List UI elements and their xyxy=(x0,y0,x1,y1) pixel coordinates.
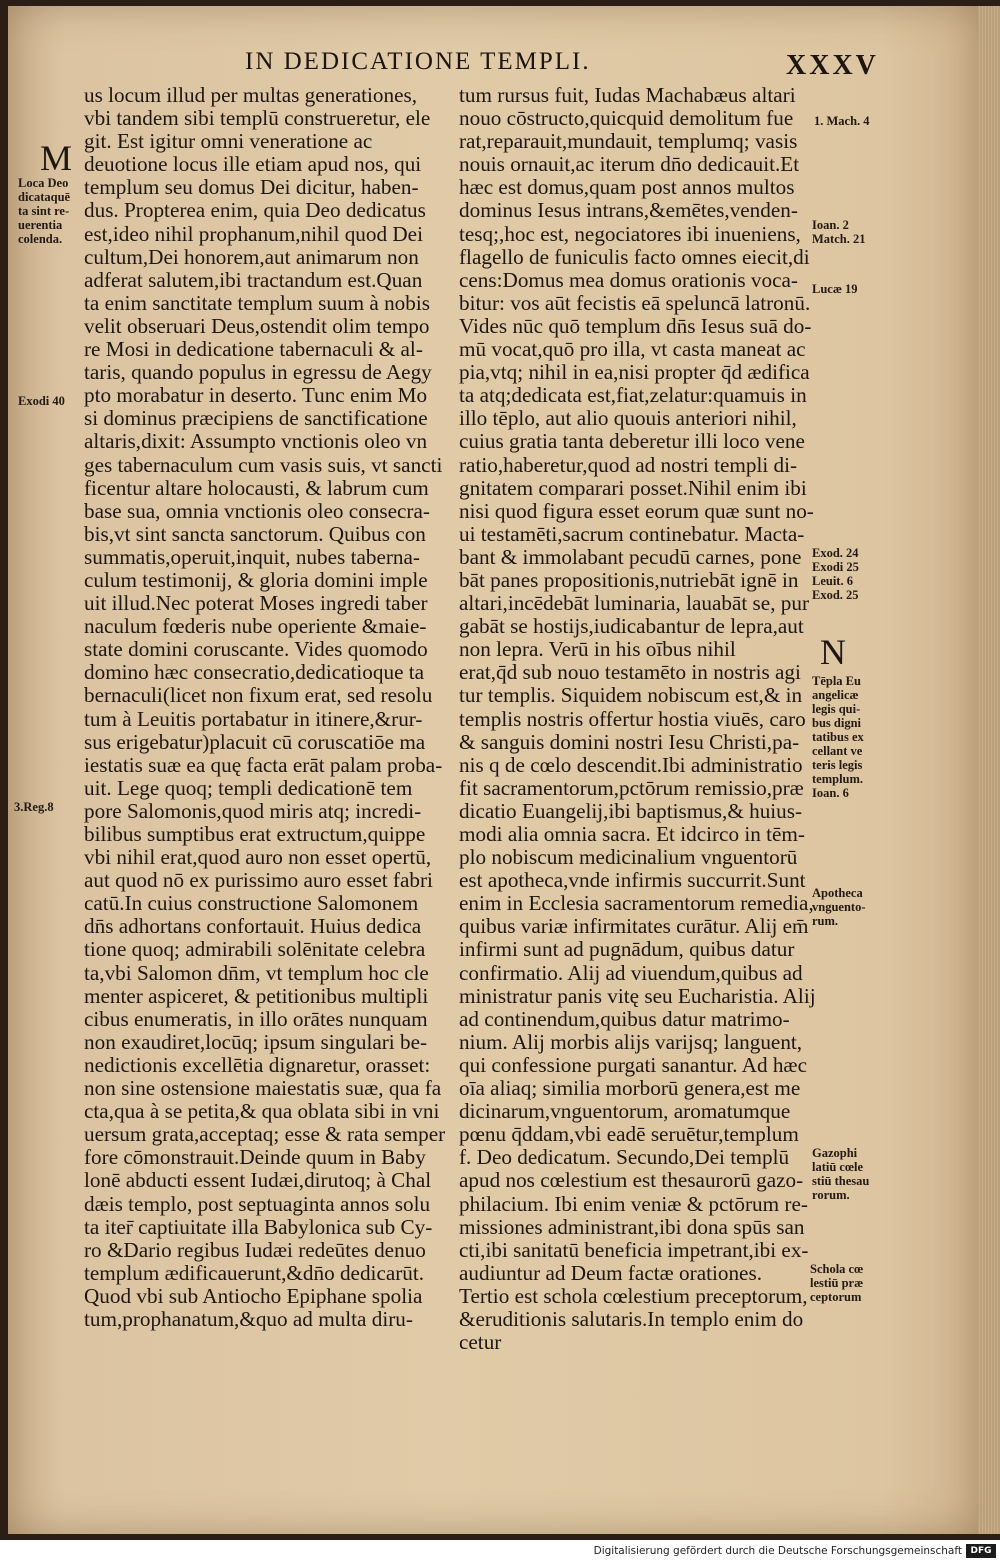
text-line: ta enim sanctitate templum suum à nobis xyxy=(84,290,430,315)
text-line: bant & immolabant pecudū carnes, pone xyxy=(459,544,802,569)
margin-note-line: ceptorum xyxy=(810,1290,862,1304)
text-line: nisi quod figura esset eorum quæ sunt no- xyxy=(459,498,814,523)
text-line: taris, quando populus in egressu de Aegy xyxy=(84,360,432,385)
folio-number: XXXV xyxy=(786,50,879,81)
text-line: naculum fœderis nube operiente &maie- xyxy=(84,614,427,639)
text-line: nouis ornauit,ac iterum dn̄o dedicauit.Et xyxy=(459,152,800,177)
margin-note-line: Exod. 25 xyxy=(812,588,859,602)
margin-note-line: uerentia xyxy=(18,218,63,232)
text-line: flagello de funiculis facto omnes eiecit,di xyxy=(459,244,810,269)
text-line: lonē abducti essent Iudæi,dirutoq; à Chal xyxy=(84,1168,432,1193)
text-line: bitur: vos aūt fecistis eā speluncā latronū. xyxy=(459,290,811,315)
margin-note-line: latiū cœle xyxy=(812,1160,864,1174)
margin-note-line: legis qui- xyxy=(812,702,861,716)
margin-note-line: Tēpla Eu xyxy=(812,674,861,688)
margin-note-schola xyxy=(810,1262,863,1304)
text-line: vbi tandem sibi templū construeretur, ele xyxy=(84,106,431,131)
text-line: est,ideo nihil prophanum,nihil quod Dei xyxy=(84,221,423,246)
text-line: culum testimonij, & gloria domini imple xyxy=(84,567,428,592)
text-line: bilibus sumptibus erat extructum,quippe xyxy=(84,822,426,846)
text-line: ministratur panis vitę seu Eucharistia. Alij xyxy=(459,983,816,1008)
text-line: uersum grata,acceptaq; esse & rata semper xyxy=(84,1122,446,1147)
text-line: nedictionis excellētia dignaretur, orasset: xyxy=(84,1052,431,1077)
text-line: non sine ostensione maiestatis suæ, qua fa xyxy=(84,1076,442,1101)
text-line: domino hæc consecratio,dedicatioque ta xyxy=(84,660,425,685)
text-line: state domini coruscante. Vides quomodo xyxy=(84,637,428,662)
text-line: cuius gratia tanta deberetur illi loco vene xyxy=(459,429,805,454)
margin-note-1-mach-4: 1. Mach. 4 xyxy=(814,114,870,128)
text-line: vbi nihil erat,quod auro non esset opertū, xyxy=(84,845,432,870)
text-line: bernaculi(licet non fixum erat, sed resolu xyxy=(84,683,433,708)
text-line: enim in Ecclesia sacramentorum remedia, xyxy=(459,891,814,916)
text-line: Tertio est schola cœlestium preceptorum, xyxy=(459,1283,808,1308)
text-line: ta iter̄ captiuitate illa Babylonica sub Cy- xyxy=(84,1214,433,1239)
text-line: apud nos cœlestium est thesaurorū gazo- xyxy=(459,1168,804,1193)
margin-note-line: vnguento- xyxy=(812,900,866,914)
text-line: tum rursus fuit, Iudas Machabæus altari xyxy=(459,83,796,107)
margin-note-line: dicataquē xyxy=(18,190,71,204)
text-line: ficentur altare holocausti, & labrum cum xyxy=(84,475,429,500)
text-line: us locum illud per multas generationes, xyxy=(84,83,418,107)
text-line: pto morabatur in deserto. Tunc enim Mo xyxy=(84,383,428,408)
text-line: pore Salomonis,quod miris atq; incredi- xyxy=(84,798,422,823)
margin-note-loca-deo xyxy=(18,176,70,246)
margin-note-line: Match. 21 xyxy=(812,232,866,246)
text-line: ad continendum,quibus datur matrimo- xyxy=(459,1006,790,1031)
text-line: dn̄s adhortans confortauit. Huius dedica xyxy=(84,914,422,939)
initial-letter-n: N xyxy=(820,632,846,672)
text-line: gabāt se hostijs,iudicabantur de lepra,aut xyxy=(459,614,804,639)
text-line: deuotione locus ille etiam apud nos, qui xyxy=(84,152,422,177)
text-line: base sua, omnia vnctionis oleo consecra- xyxy=(84,498,430,523)
text-line: templum ædificauerunt,&dn̄o dedicarūt. xyxy=(84,1260,425,1285)
text-line: iestatis suæ ea quę facta erāt palam proba- xyxy=(84,752,443,777)
footer-credit: Digitalisierung gefördert durch die Deutsche Forschungsgemeinschaft xyxy=(593,1545,962,1557)
text-line: modi alia omnia sacra. Et idcirco in tēm- xyxy=(459,822,805,846)
margin-note-line: Ioan. 2 xyxy=(812,218,849,232)
text-line: f. Deo dedicatum. Secundo,Dei templū xyxy=(459,1145,790,1170)
text-line: ratio,haberetur,quod ad nostri templi di- xyxy=(459,452,798,477)
text-line: quibus variæ infirmitates curātur. Alij em̄ xyxy=(459,914,809,939)
text-line: pœnu q̄ddam,vbi eadē seruētur,templum xyxy=(459,1122,799,1147)
text-line: ges tabernaculum cum vasis suis, vt sancti xyxy=(84,452,443,477)
margin-note-ioan-match xyxy=(812,218,865,246)
right-text-column xyxy=(459,83,816,1355)
margin-note-3-reg-8: 3.Reg.8 xyxy=(14,800,54,814)
margin-note-line: Exodi 25 xyxy=(812,560,859,574)
text-line: cibus enumeratis, in illo orātes nunquam xyxy=(84,1006,428,1031)
text-line: tum,prophanatum,&quo ad multa diru- xyxy=(84,1306,413,1331)
margin-note-templa-euangelicae xyxy=(812,674,864,800)
margin-note-line: lestiū præ xyxy=(810,1276,864,1290)
margin-note-line: cellant ve xyxy=(812,744,863,758)
text-line: cetur xyxy=(459,1330,502,1355)
text-line: tum à Leuitis portabatur in itinere,&rur- xyxy=(84,706,423,731)
text-line: non lepra. Verū in his oībus nihil xyxy=(459,637,736,662)
margin-note-line: templum. xyxy=(812,772,864,786)
text-line: gnitatem comparari posset.Nihil enim ibi xyxy=(459,475,807,500)
text-line: bis,vt sint sancta sanctorum. Quibus con xyxy=(84,521,426,546)
text-line: missiones administrant,ibi dona spūs san xyxy=(459,1214,805,1239)
text-line: sus erigebatur)placuit cū coruscatiōe ma xyxy=(84,729,426,754)
initial-letter-m: M xyxy=(40,138,73,178)
margin-note-line: Loca Deo xyxy=(18,176,69,190)
text-line: uit illud.Nec poterat Moses ingredi taber xyxy=(84,591,428,616)
margin-note-line: Ioan. 6 xyxy=(812,786,849,800)
text-line: ro &Dario regibus Iudæi redeūtes denuo xyxy=(84,1237,426,1262)
text-line: menter aspiceret, & petitionibus multipli xyxy=(84,983,429,1008)
text-line: &eruditionis salutaris.In templo enim do xyxy=(459,1306,804,1331)
text-line: tione quoq; admirabili solēnitate celebra xyxy=(84,937,426,962)
margin-note-line: Schola cœ xyxy=(810,1262,864,1276)
text-line: Quod vbi sub Antiocho Epiphane spolia xyxy=(84,1283,423,1308)
text-line: dicatio Euangelij,ibi baptismus,& huius- xyxy=(459,798,803,823)
text-line: non exaudiret,locūq; ipsum singulari be- xyxy=(84,1029,428,1054)
text-line: si dominus præcipiens de sanctificatione xyxy=(84,406,428,431)
margin-note-line: stiū thesau xyxy=(812,1174,870,1188)
text-line: illo tēplo, aut alio quouis anteriori nihil, xyxy=(459,406,797,431)
margin-note-line: colenda. xyxy=(18,232,63,246)
text-line: cultum,Dei honorem,aut animarum non xyxy=(84,244,419,269)
text-line: ta,vbi Salomon dn̄m, vt templum hoc cle xyxy=(84,960,429,985)
margin-note-line: tatibus ex xyxy=(812,730,864,744)
page-edge xyxy=(978,6,1000,1534)
margin-note-line: teris legis xyxy=(812,758,863,772)
text-line: audiuntur ad Deum factæ orationes. xyxy=(459,1260,763,1285)
margin-note-line: ta sint re- xyxy=(18,204,70,218)
text-line: fit sacramentorum,pctōrum remissio,præ xyxy=(459,775,804,800)
margin-note-lucae-19: Lucæ 19 xyxy=(812,282,858,296)
text-line: rat,reparauit,mundauit, templumq; vasis xyxy=(459,129,798,154)
text-line: erat,q̄d sub nouo testamēto in nostris agi xyxy=(459,660,801,685)
text-line: ta atq;dedicata est,fiat,zelatur:quamuis in xyxy=(459,383,807,408)
margin-note-line: rorum. xyxy=(812,1188,850,1202)
text-line: dominus Iesus intrans,&emētes,venden- xyxy=(459,198,798,223)
text-line: bāt panes propositionis,nutriebāt ignē in xyxy=(459,567,799,592)
text-line: plo nobiscum medicinalium vnguentorū xyxy=(459,845,798,870)
dfg-logo: DFG xyxy=(966,1544,996,1558)
text-line: ui testamēti,sacrum continebatur. Macta- xyxy=(459,521,805,546)
text-line: summatis,operuit,inquit, nubes taberna- xyxy=(84,544,420,569)
text-line: fore cōmonstrauit.Deinde quum in Baby xyxy=(84,1145,426,1170)
text-line: infirmi sunt ad pugnādum, quibus datur xyxy=(459,937,795,962)
text-line: re Mosi in dedicatione tabernaculi & al- xyxy=(84,337,423,362)
text-line: dæis templo, post septuaginta annos solu xyxy=(84,1191,431,1216)
text-line: dus. Propterea enim, quia Deo dedicatus xyxy=(84,198,426,223)
margin-note-exodi-40: Exodi 40 xyxy=(18,394,65,408)
text-line: velit obseruari Deus,ostendit olim tempo xyxy=(84,313,430,338)
text-line: cens:Domus mea domus orationis voca- xyxy=(459,267,798,292)
margin-note-line: Exod. 24 xyxy=(812,546,859,560)
text-line: tesq;,hoc est, negociatores ibi inueniens, xyxy=(459,221,801,246)
text-line: pia,vtq; nihil in ea,nisi propter q̄d ædifica xyxy=(459,360,810,385)
text-line: nium. Alij morbis alijs varijsq; languent, xyxy=(459,1029,803,1054)
margin-note-apotheca xyxy=(812,886,865,928)
margin-note-gazophilatium xyxy=(812,1146,869,1202)
text-line: catū.In cuius constructione Salomonem xyxy=(84,891,419,916)
text-line: templis nostris offertur hostia viuēs, caro xyxy=(459,706,806,731)
text-line: & sanguis domini nostri Iesu Christi,pa- xyxy=(459,729,800,754)
text-line: oīa aliaq; similia morborū genera,est me xyxy=(459,1076,801,1101)
text-line: altaris,dixit: Assumpto vnctionis oleo vn xyxy=(84,429,428,454)
text-line: templum seu domus Dei dicitur, haben- xyxy=(84,175,419,200)
margin-note-line: Gazophi xyxy=(812,1146,858,1160)
text-line: adferat salutem,ibi tractandum est.Quan xyxy=(84,267,423,292)
text-line: Vides nūc quō templum dn̄s Iesus suā do- xyxy=(459,313,812,338)
text-line: cta,qua à se petita,& qua oblata sibi in vni xyxy=(84,1099,440,1124)
margin-note-exod-leuit xyxy=(812,546,859,602)
running-head: IN DEDICATIONE TEMPLI. xyxy=(245,48,591,75)
text-line: tur templis. Siquidem nobiscum est,& in xyxy=(459,683,803,708)
left-text-column xyxy=(84,84,444,1331)
text-line: altari,incēdebāt luminaria, lauabāt se, pur xyxy=(459,591,810,616)
text-line: confirmatio. Alij ad viuendum,quibus ad xyxy=(459,960,803,985)
text-line: nis q de cœlo descendit.Ibi administratio xyxy=(459,752,803,777)
text-line: philacium. Ibi enim veniæ & pctōrum re- xyxy=(459,1191,808,1216)
margin-note-line: rum. xyxy=(812,914,839,928)
text-line: nouo cōstructo,quicquid demolitum fue xyxy=(459,106,794,131)
text-line: dicinarum,vnguentorum, aromatumque xyxy=(459,1099,791,1124)
text-line: uit. Lege quoq; templi dedicationē tem xyxy=(84,775,413,800)
text-line: qui confessione purgati sanantur. Ad hæc xyxy=(459,1052,807,1077)
margin-note-line: Leuit. 6 xyxy=(812,574,853,588)
text-line: mū vocat,quō pro illa, vt casta maneat ac xyxy=(459,337,806,362)
text-line: hæc est domus,quam post annos multos xyxy=(459,175,795,200)
margin-note-line: angelicæ xyxy=(812,688,859,702)
text-line: cti,ibi sanitatū beneficia impetrant,ibi ex- xyxy=(459,1237,809,1262)
margin-note-line: Apotheca xyxy=(812,886,863,900)
text-line: est apotheca,vnde infirmis succurrit.Sunt xyxy=(459,868,806,893)
text-line: aut quod nō ex purissimo auro esset fabri xyxy=(84,868,433,893)
text-line: git. Est igitur omni veneratione ac xyxy=(84,129,373,154)
margin-note-line: bus digni xyxy=(812,716,861,730)
